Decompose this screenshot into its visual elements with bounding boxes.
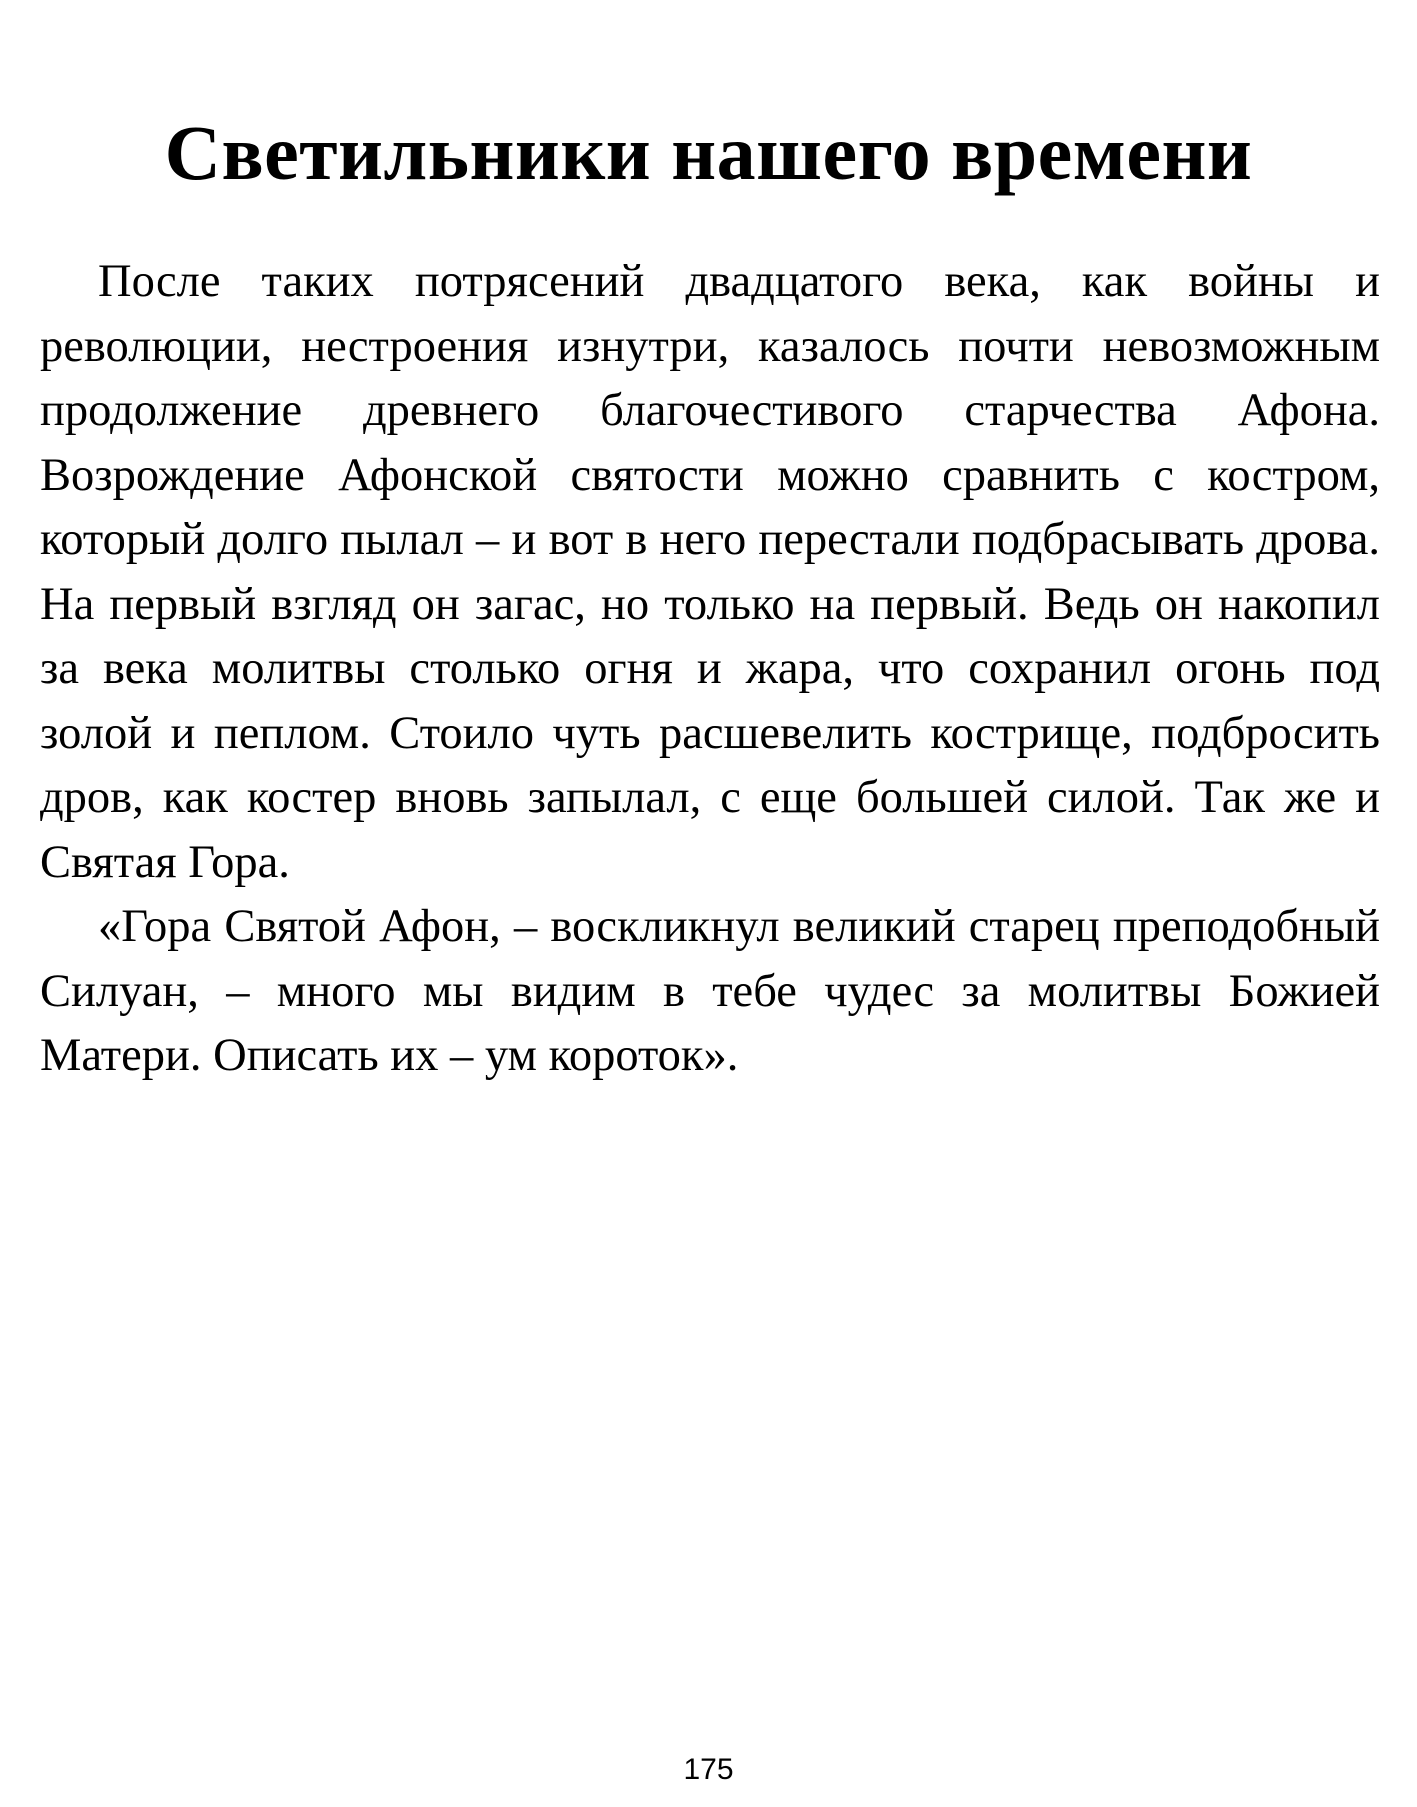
body-text [40, 250, 1380, 1089]
page-number: 175 [683, 1753, 734, 1786]
paragraph: «Гора Святой Афон, – воскликнул великий старец преподобный Силуан, – много мы видим в тебе чудес за молитвы Божией Матери. Описать их – ум короток». [40, 901, 1380, 1081]
paragraph: После таких потрясений двадцатого века, как войны и революции, нестроения изнутри, казалось почти невозможным продолжение древнего благочестивого старчества Афона. Возрождение Афонской святости можно сравнить с костром, который долго пылал – и вот в него перестали подбрасывать дрова. На первый взгляд он загас, но только на первый. Ведь он накопил за века молитвы столько огня и жара, что сохранил огонь под золой и пеплом. Стоило чуть расшевелить кострище, подбросить дров, как костер вновь запылал, с еще большей силой. Так же и Святая Гора. [40, 256, 1380, 888]
chapter-title: Светильники нашего времени [164, 109, 1253, 196]
